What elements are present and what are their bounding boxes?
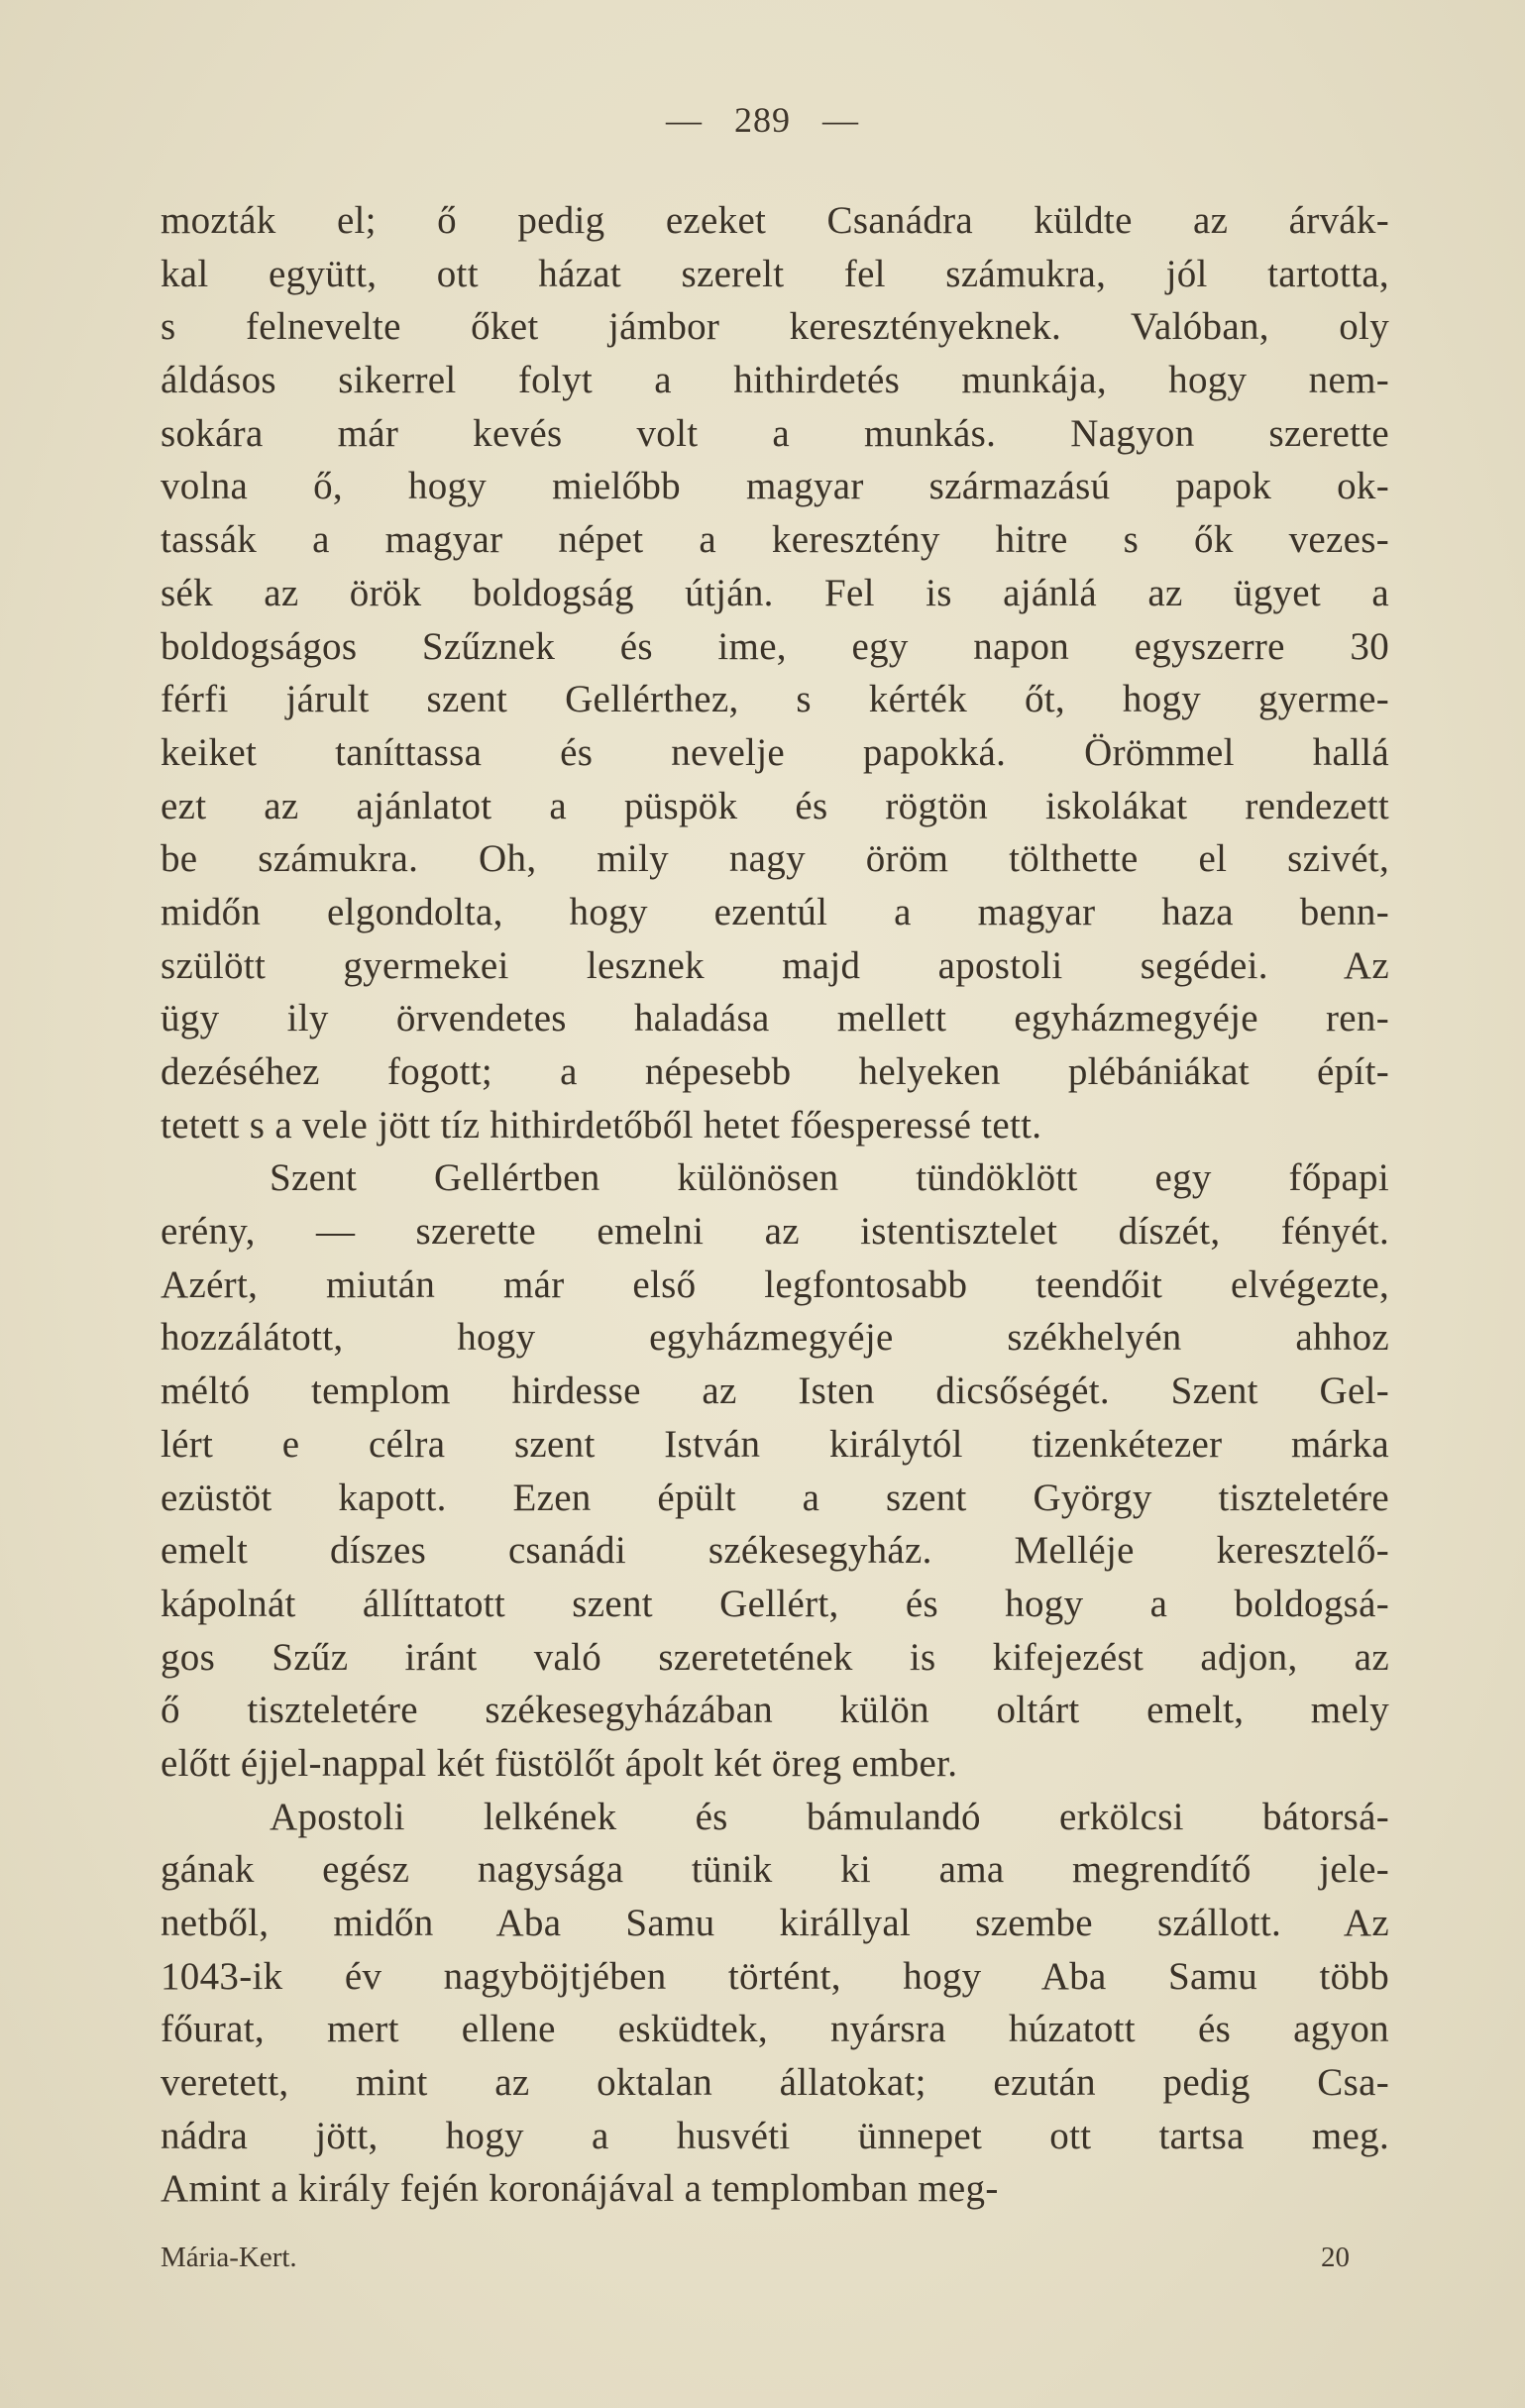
book-title: Mária-Kert. [161,2242,297,2273]
text-line: kápolnát állíttatott szent Gellért, és hogy a boldogsá- [161,1582,1389,1625]
text-line: Szent Gellértben különösen tündöklött egy főpapi [270,1156,1389,1200]
paragraph [161,1151,1389,1790]
text-line: sék az örök boldogság útján. Fel is ajánlá az ügyet a [161,571,1389,614]
signature-number: 20 [1321,2242,1350,2273]
page-header [0,99,1525,141]
text-line: gos Szűz iránt való szeretetének is kifejezést adjon, az [161,1635,1389,1679]
text-line: főurat, mert ellene esküdtek, nyársra húzatott és agyon [161,2008,1389,2051]
text-line: emelt díszes csanádi székesegyház. Melléje keresztelő- [161,1529,1389,1573]
text-line: áldásos sikerrel folyt a hithirdetés munkája, hogy nem- [161,359,1389,402]
text-line: kal együtt, ott házat szerelt fel számukra, jól tartotta, [161,252,1389,295]
text-line: veretett, mint az oktalan állatokat; ezután pedig Csa- [161,2061,1389,2105]
paragraph [161,194,1389,1151]
text-line: 1043-ik év nagyböjtjében történt, hogy Aba Samu több [161,1954,1389,1998]
text-line: dezéséhez fogott; a népesebb helyeken plébániákat épít- [161,1050,1389,1093]
text-line: szülött gyermekei lesznek majd apostoli segédei. Az [161,943,1389,987]
text-line: boldogságos Szűznek és ime, egy napon egyszerre 30 [161,624,1389,668]
text-line: ő tiszteletére székesegyházában külön oltárt emelt, mely [161,1689,1389,1732]
text-line: netből, midőn Aba Samu királlyal szembe szállott. Az [161,1902,1389,1944]
text-line: midőn elgondolta, hogy ezentúl a magyar haza benn- [161,890,1389,933]
text-line: tassák a magyar népet a keresztény hitre s ők vezes- [161,518,1389,562]
text-line: előtt éjjel-nappal két füstölőt ápolt két öreg ember. [161,1741,958,1785]
page-number: 289 [734,100,791,140]
text-line: hozzálátott, hogy egyházmegyéje székhelyén ahhoz [161,1316,1389,1360]
text-line: be számukra. Oh, mily nagy öröm tölthette el szivét, [161,837,1389,881]
header-dash-right: — [822,100,859,140]
text-line: lért e célra szent István királytól tizenkétezer márka [161,1422,1389,1466]
paragraph [161,1791,1389,2217]
text-line: sokára már kevés volt a munkás. Nagyon szerette [161,411,1389,455]
text-line: méltó templom hirdesse az Isten dicsőségét. Szent Gel- [161,1369,1389,1413]
text-line: Amint a király fején koronájával a templomban meg- [161,2167,999,2211]
text-line: ügy ily örvendetes haladása mellett egyházmegyéje ren- [161,997,1389,1040]
text-line: Azért, miután már első legfontosabb teendőit elvégezte, [161,1262,1389,1306]
text-line: erény, — szerette emelni az istentisztelet díszét, fényét. [161,1210,1389,1254]
text-line: volna ő, hogy mielőbb magyar származású papok ok- [161,465,1389,508]
page-footer [161,2242,1389,2274]
text-line: gának egész nagysága tünik ki ama megrendítő jele- [161,1848,1389,1892]
header-dash-left: — [666,100,703,140]
text-line: nádra jött, hogy a husvéti ünnepet ott tartsa meg. [161,2114,1389,2157]
text-line: Apostoli lelkének és bámulandó erkölcsi bátorsá- [270,1795,1389,1838]
text-body [161,194,1389,2216]
text-line: keiket taníttassa és nevelje papokká. Örömmel hallá [161,730,1389,774]
text-line: ezt az ajánlatot a püspök és rögtön iskolákat rendezett [161,784,1389,827]
text-line: s felnevelte őket jámbor keresztényeknek. Valóban, oly [161,305,1389,349]
text-line: mozták el; ő pedig ezeket Csanádra küldte az árvák- [161,199,1389,242]
text-line: férfi járult szent Gellérthez, s kérték őt, hogy gyerme- [161,678,1389,721]
text-line: ezüstöt kapott. Ezen épült a szent György tiszteletére [161,1476,1389,1519]
text-line: tetett s a vele jött tíz hithirdetőből hetet főesperessé tett. [161,1103,1042,1147]
